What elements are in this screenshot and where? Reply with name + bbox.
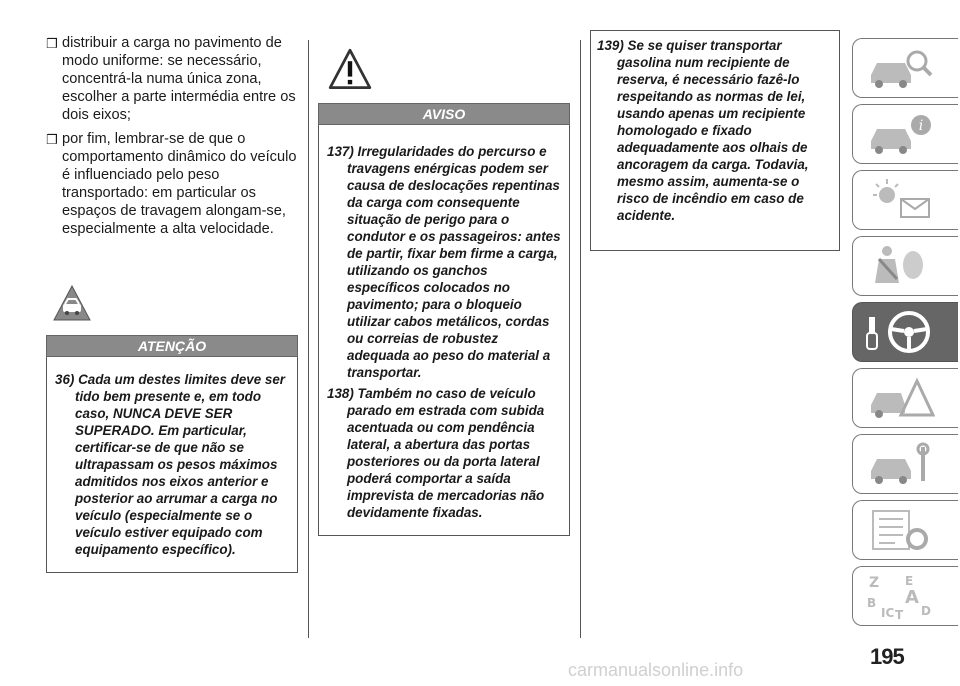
svg-text:A: A <box>905 587 919 608</box>
tab-car-info[interactable] <box>852 104 958 164</box>
tab-index[interactable] <box>852 566 958 626</box>
svg-text:T: T <box>895 608 904 619</box>
specifications-icon <box>865 507 935 553</box>
svg-text:Z: Z <box>869 575 880 591</box>
column-right <box>590 30 840 251</box>
page-number: 195 <box>870 644 904 669</box>
car-service-icon <box>865 441 935 487</box>
tab-emergency[interactable] <box>852 368 958 428</box>
car-skid-warning-icon <box>52 284 92 324</box>
section-heading: ATENÇÃO <box>46 335 298 357</box>
tab-specifications[interactable] <box>852 500 958 560</box>
bullet-item: ❒ por fim, lembrar-se de que o comportamento dinâmico do veículo é influenciado pelo peso transportado: em particular os espaços de travagem alongam-se, especialmente a alta velocidade. <box>46 131 297 237</box>
column-middle <box>318 48 570 536</box>
warning-note: 139) Se se quiser transportar gasolina num recipiente de reserva, é necessário fazê-lo respeitando as normas de lei, usando apenas um recipiente homologado e fixado adequadamente aos olhais de ancoragem da carga. Todavia, mesmo assim, aumenta-se o risco de incêndio em caso de acidente. <box>597 38 809 223</box>
column-divider <box>580 40 581 638</box>
warning-box <box>590 30 840 251</box>
car-info-icon <box>865 111 935 157</box>
svg-text:E: E <box>905 574 914 588</box>
bullet-item: ❒ distribuir a carga no pavimento de modo uniforme: se necessário, concentrá-la numa única zona, escolher a parte intermédia entre os dois eixos; <box>46 35 296 123</box>
steering-wheel-key-icon <box>865 309 935 355</box>
svg-text:D: D <box>921 604 931 618</box>
tab-driving[interactable] <box>852 302 958 362</box>
tab-warning-lights[interactable] <box>852 170 958 230</box>
warning-triangle-icon <box>865 375 935 421</box>
warning-box <box>318 125 570 536</box>
tab-safety[interactable] <box>852 236 958 296</box>
seatbelt-airbag-icon <box>865 243 935 289</box>
car-search-icon <box>865 45 935 91</box>
warning-note: 138) Também no caso de veículo parado em estrada com subida acentuada ou com pendência lateral, a abertura das portas posteriores ou da porta lateral poderá comportar a saída imprevista de mercadorias não devidamente fixadas. <box>327 386 545 520</box>
column-divider <box>308 40 309 638</box>
tab-maintenance[interactable] <box>852 434 958 494</box>
exclamation-warning-icon <box>328 48 372 92</box>
index-letters-icon <box>865 573 935 619</box>
checkbox-bullet-icon: ❒ <box>46 132 58 147</box>
column-left <box>46 34 298 573</box>
svg-text:IC: IC <box>881 606 895 619</box>
watermark: carmanualsonline.info <box>568 660 744 680</box>
warning-note: 36) Cada um destes limites deve ser tido bem presente e, em todo caso, NUNCA DEVE SER SUPERADO. Em particular, certificar-se de que não se ultrapassam os pesos máximos admitidos nos eixos anterior e posterior ao arrumar a carga no veículo (especialmente se o veículo estiver equipado com equipamento específico). <box>55 372 285 557</box>
section-heading: AVISO <box>318 103 570 125</box>
tab-car-search[interactable] <box>852 38 958 98</box>
svg-text:B: B <box>867 596 877 610</box>
svg-text:i: i <box>918 118 924 134</box>
checkbox-bullet-icon: ❒ <box>46 36 58 51</box>
warning-note: 137) Irregularidades do percurso e travagens enérgicas podem ser causa de deslocações repentinas da carga com consequente situação de perigo para o condutor e os passageiros: antes de partir, fixar bem firme a carga, utilizando os ganchos específicos colocados no pavimento; para o bloqueio utilizar cabos metálicos, cordas ou correias de robustez adequada ao peso do material a transportar. <box>327 144 561 380</box>
warning-lights-icon <box>865 177 935 223</box>
chapter-tabs <box>852 38 960 632</box>
warning-box <box>46 357 298 573</box>
